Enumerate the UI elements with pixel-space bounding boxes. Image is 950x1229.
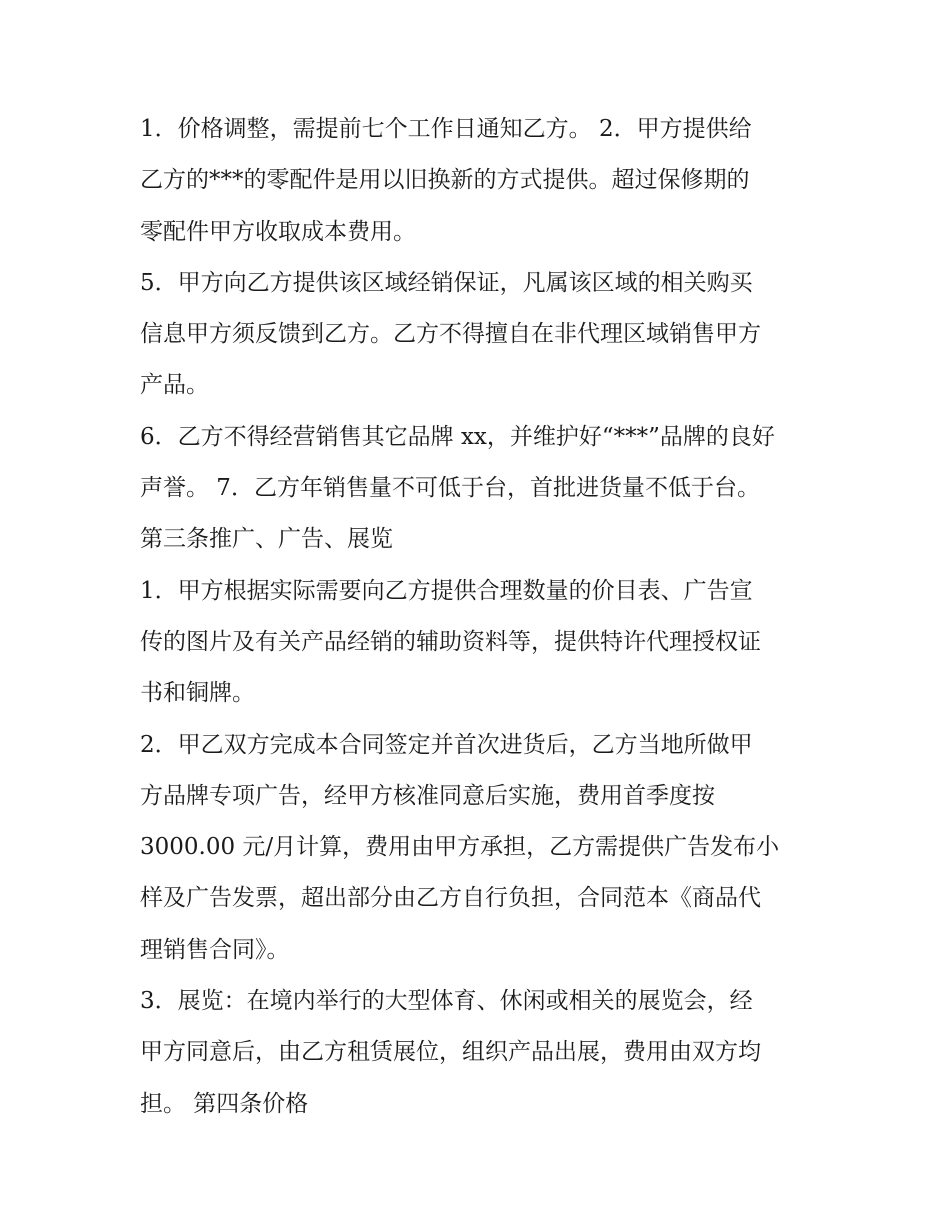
section-heading: 第三条推广、广告、展览 — [140, 526, 393, 553]
section-heading-promotion — [140, 514, 820, 565]
paragraph-advertising-costs — [140, 720, 820, 976]
paragraph-brand-exclusivity — [140, 412, 820, 515]
paragraph-territory-guarantee — [140, 258, 820, 412]
document-body — [140, 104, 820, 1130]
paragraph-exhibitions — [140, 976, 820, 1130]
text-line: 3000.00 元/月计算，费用由甲方承担，乙方需提供广告发布小 — [140, 834, 780, 861]
text-line: 5．甲方向乙方提供该区域经销保证，凡属该区域的相关购买 — [140, 269, 753, 296]
text-line: 零配件甲方收取成本费用。 — [140, 218, 416, 245]
paragraph-promotional-materials — [140, 566, 820, 720]
text-line: 2．甲乙双方完成本合同签定并首次进货后，乙方当地所做甲 — [140, 731, 753, 758]
text-line: 理销售合同》。 — [140, 936, 290, 963]
text-line: 声誉。 7．乙方年销售量不可低于台，首批进货量不低于台。 — [140, 475, 760, 502]
text-line: 1．价格调整，需提前七个工作日通知乙方。 2．甲方提供给 — [140, 116, 752, 142]
text-line: 1．甲方根据实际需要向乙方提供合理数量的价目表、广告宣 — [140, 577, 753, 604]
text-line: 担。 第四条价格 — [140, 1090, 309, 1117]
text-line: 信息甲方须反馈到乙方。乙方不得擅自在非代理区域销售甲方 — [140, 321, 761, 348]
text-line: 6．乙方不得经营销售其它品牌 xx，并维护好“***”品牌的良好 — [140, 423, 775, 450]
text-line: 样及广告发票，超出部分由乙方自行负担，合同范本《商品代 — [140, 885, 761, 912]
paragraph-price-adjustment — [140, 104, 820, 258]
text-line: 书和铜牌。 — [140, 680, 255, 707]
text-line: 乙方的***的零配件是用以旧换新的方式提供。超过保修期的 — [140, 167, 750, 194]
text-line: 产品。 — [140, 372, 209, 399]
text-line: 方品牌专项广告，经甲方核准同意后实施，费用首季度按 — [140, 782, 715, 809]
text-line: 传的图片及有关产品经销的辅助资料等，提供特许代理授权证 — [140, 628, 761, 655]
text-line: 3．展览：在境内举行的大型体育、休闲或相关的展览会，经 — [140, 988, 753, 1015]
text-line: 甲方同意后，由乙方租赁展位，组织产品出展，费用由双方均 — [140, 1039, 761, 1066]
